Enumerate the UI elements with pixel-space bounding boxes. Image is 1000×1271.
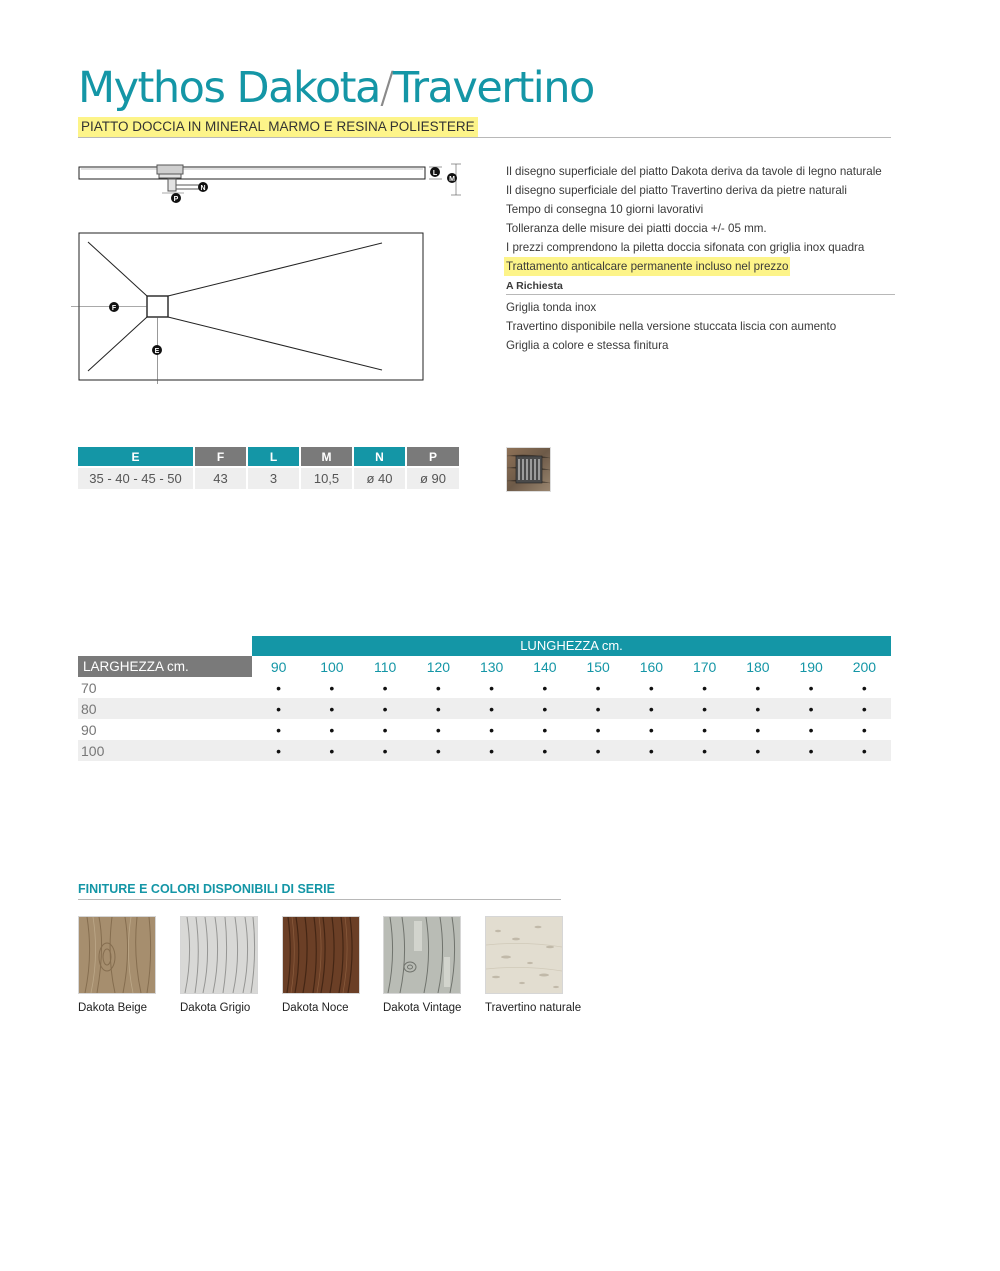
size-available-marker: • — [595, 721, 601, 738]
size-available-marker: • — [808, 679, 814, 696]
dimensions-table — [76, 447, 461, 489]
finish-travertino-naturale — [485, 916, 582, 1014]
page-title — [78, 62, 594, 114]
top-view-drain — [147, 296, 168, 317]
finish-dakota-grigio — [180, 916, 258, 1014]
svg-text:E: E — [154, 348, 160, 355]
size-available-marker: • — [625, 740, 678, 761]
finish-label: Dakota Grigio — [180, 1002, 251, 1014]
size-available-marker: • — [359, 698, 412, 719]
length-170: 170 — [692, 658, 717, 675]
width-90: 90 — [81, 721, 97, 738]
on-request-line: Griglia a colore e stessa finitura — [506, 339, 669, 352]
dim-header-f: F — [195, 447, 246, 466]
size-available-marker: • — [382, 721, 388, 738]
finish-swatch-dakota-grigio — [180, 916, 258, 994]
svg-text:F: F — [111, 305, 117, 312]
title-divider — [78, 137, 891, 138]
svg-text:N: N — [200, 185, 206, 192]
title-dakota: Mythos Dakota — [78, 63, 380, 113]
length-90: 90 — [270, 658, 287, 675]
finish-dakota-beige — [78, 916, 156, 1014]
size-available-marker: • — [572, 740, 625, 761]
top-view — [71, 233, 423, 384]
size-available-marker: • — [731, 698, 784, 719]
finish-label: Dakota Vintage — [383, 1002, 462, 1014]
length-180: 180 — [746, 658, 770, 675]
size-row-80 — [78, 698, 891, 719]
on-request-line: Griglia tonda inox — [506, 301, 597, 314]
size-row-100 — [78, 740, 891, 761]
dim-value-n: ø 40 — [354, 466, 405, 489]
note-line: I prezzi comprendono la piletta doccia sifonata con griglia inox quadra — [506, 241, 865, 254]
size-available-marker: • — [412, 740, 465, 761]
note-line: Tolleranza delle misure dei piatti doccia +/- 05 mm. — [506, 222, 767, 235]
size-available-marker: • — [861, 679, 867, 696]
length-120: 120 — [426, 658, 451, 675]
width-80: 80 — [78, 698, 252, 719]
size-available-marker: • — [755, 679, 761, 696]
label-e — [152, 345, 162, 355]
svg-text:M: M — [449, 176, 455, 183]
page-subtitle: PIATTO DOCCIA IN MINERAL MARMO E RESINA POLIESTERE — [78, 117, 478, 137]
finish-swatch-dakota-noce — [282, 916, 360, 994]
size-available-marker: • — [808, 721, 814, 738]
size-available-marker: • — [435, 721, 441, 738]
size-available-marker: • — [276, 679, 282, 696]
size-row-70 — [78, 677, 891, 698]
title-travertino: Travertino — [392, 63, 594, 113]
length-140: 140 — [533, 658, 557, 675]
size-available-marker: • — [542, 721, 548, 738]
label-m — [447, 173, 457, 183]
size-available-marker: • — [305, 698, 358, 719]
size-available-marker: • — [412, 698, 465, 719]
finish-label: Dakota Noce — [282, 1002, 349, 1014]
size-available-marker: • — [702, 679, 708, 696]
dim-value-e: 35 - 40 - 45 - 50 — [78, 466, 193, 489]
length-150: 150 — [586, 658, 610, 675]
size-available-marker: • — [252, 740, 305, 761]
drain-pipe — [168, 179, 176, 191]
dim-value-m: 10,5 — [301, 466, 352, 489]
size-available-marker: • — [625, 698, 678, 719]
technical-drawing — [70, 155, 470, 390]
size-available-marker: • — [838, 740, 891, 761]
product-notes — [506, 162, 895, 355]
finish-swatch-travertino-naturale — [485, 916, 563, 994]
size-available-marker: • — [489, 679, 495, 696]
title-separator: / — [379, 63, 393, 113]
length-160: 160 — [639, 658, 664, 675]
finish-swatch-dakota-vintage — [383, 916, 461, 994]
size-available-marker: • — [648, 679, 654, 696]
note-line: Il disegno superficiale del piatto Travertino deriva da pietre naturali — [506, 184, 847, 197]
finishes-title: FINITURE E COLORI DISPONIBILI DI SERIE — [78, 882, 335, 896]
drain-body — [157, 165, 183, 174]
size-available-marker: • — [838, 698, 891, 719]
size-available-marker: • — [755, 721, 761, 738]
size-available-marker: • — [276, 721, 282, 738]
size-available-marker: • — [678, 698, 731, 719]
dim-header-n: N — [354, 447, 405, 466]
length-190: 190 — [799, 658, 823, 675]
size-available-marker: • — [702, 721, 708, 738]
dim-header-l: L — [248, 447, 299, 466]
size-available-marker: • — [305, 740, 358, 761]
dim-header-e: E — [78, 447, 193, 466]
dim-value-f: 43 — [195, 466, 246, 489]
dim-value-l: 3 — [248, 466, 299, 489]
width-header: LARGHEZZA cm. — [78, 656, 252, 677]
size-available-marker: • — [252, 698, 305, 719]
length-100: 100 — [320, 658, 344, 675]
svg-text:L: L — [432, 170, 438, 177]
size-available-marker: • — [595, 679, 601, 696]
size-available-marker: • — [465, 740, 518, 761]
size-available-marker: • — [359, 740, 412, 761]
size-available-marker: • — [542, 679, 548, 696]
drain-grille-image — [506, 447, 551, 492]
width-70: 70 — [81, 679, 97, 696]
length-130: 130 — [479, 658, 504, 675]
note-highlight: Trattamento anticalcare permanente incluso nel prezzo — [504, 257, 790, 276]
size-available-marker: • — [572, 698, 625, 719]
size-available-marker: • — [329, 721, 335, 738]
finish-swatch-dakota-beige — [78, 916, 156, 994]
finish-label: Dakota Beige — [78, 1002, 148, 1014]
size-available-marker: • — [861, 721, 867, 738]
label-f — [109, 302, 119, 312]
size-available-marker: • — [518, 740, 571, 761]
size-available-marker: • — [648, 721, 654, 738]
dim-header-p: P — [407, 447, 459, 466]
side-view — [79, 164, 461, 195]
label-p — [171, 193, 181, 203]
note-line: Il disegno superficiale del piatto Dakota deriva da tavole di legno naturale — [506, 165, 882, 178]
size-available-marker: • — [435, 679, 441, 696]
label-l — [430, 167, 440, 177]
size-available-marker: • — [678, 740, 731, 761]
finish-dakota-vintage — [383, 916, 462, 1014]
length-200: 200 — [852, 658, 877, 675]
size-available-marker: • — [785, 740, 838, 761]
width-100: 100 — [78, 740, 252, 761]
size-available-marker: • — [329, 679, 335, 696]
size-row-90 — [78, 719, 891, 740]
size-available-marker: • — [382, 679, 388, 696]
size-available-marker: • — [518, 698, 571, 719]
size-available-marker: • — [489, 721, 495, 738]
on-request-title: A Richiesta — [506, 278, 895, 295]
note-line: Tempo di consegna 10 giorni lavorativi — [506, 203, 704, 216]
size-matrix — [78, 656, 891, 761]
label-n — [198, 182, 208, 192]
dim-header-m: M — [301, 447, 352, 466]
length-110: 110 — [373, 658, 397, 675]
length-header: LUNGHEZZA cm. — [252, 636, 891, 656]
size-available-marker: • — [465, 698, 518, 719]
on-request-line: Travertino disponibile nella versione stuccata liscia con aumento — [506, 320, 837, 333]
finishes-divider — [78, 899, 561, 900]
svg-text:P: P — [173, 196, 179, 203]
size-available-marker: • — [785, 698, 838, 719]
finish-dakota-noce — [282, 916, 360, 1014]
dim-value-p: ø 90 — [407, 466, 459, 489]
size-available-marker: • — [731, 740, 784, 761]
finish-label: Travertino naturale — [485, 1002, 582, 1014]
